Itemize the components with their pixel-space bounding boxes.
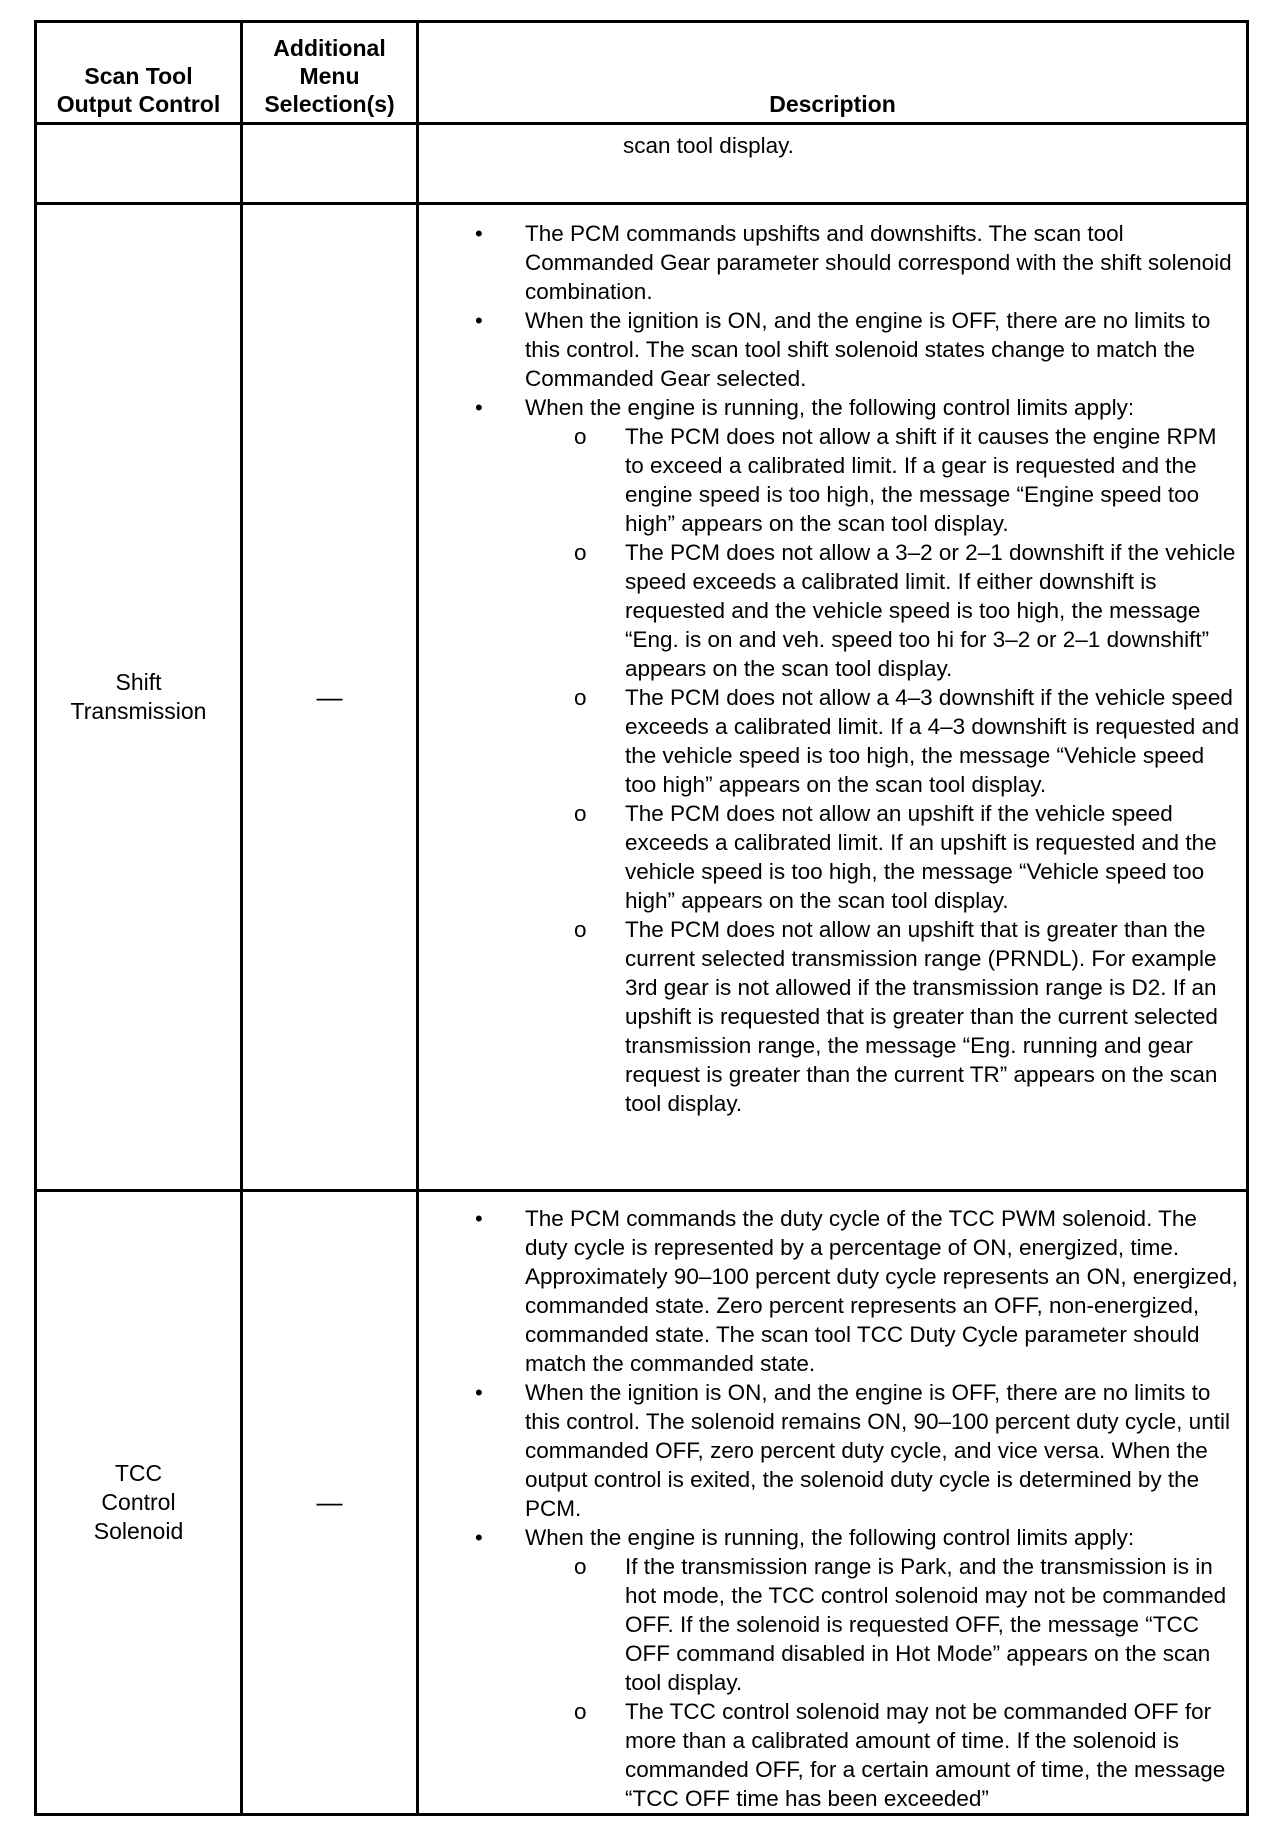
sub-bullet-text: The PCM does not allow a shift if it causes the engine RPM to exceed a calibrated limit. If a gear is requested and the engine speed is too high, the message “Engine speed too high” appears on the scan tool display.: [625, 424, 1217, 536]
bullet-item: [419, 1378, 1240, 1523]
bullet-item: [419, 1204, 1240, 1378]
sub-bullet-icon: o: [574, 424, 587, 449]
table-row: [36, 204, 1248, 1191]
sub-bullet-text: The PCM does not allow an upshift that is greater than the current selected transmission range (PRNDL). For example 3rd gear is not allowed if the transmission range is D2. If an upshift is requested that is greater than the current selected transmission range, the message “Eng. running and gear request is greater than the current TR” appears on the scan tool display.: [625, 917, 1218, 1116]
continued-description-text: scan tool display.: [623, 133, 794, 158]
bullet-text: The PCM commands the duty cycle of the TCC PWM solenoid. The duty cycle is represented by a percentage of ON, energized, time. Approximately 90–100 percent duty cycle represents an ON, energized, commanded state. Zero percent represents an OFF, non-energized, commanded state. The scan tool TCC Duty Cycle parameter should match the commanded state.: [525, 1206, 1238, 1376]
sub-bullet-item: [525, 683, 1240, 799]
sub-bullet-item: [525, 799, 1240, 915]
bullet-item: [419, 1523, 1240, 1813]
control-name-cell: Shift Transmission: [36, 204, 242, 1191]
table-header-row: [36, 22, 1248, 124]
sub-bullet-icon: o: [574, 1554, 587, 1579]
bullet-text: When the engine is running, the following control limits apply:: [525, 1525, 1135, 1550]
sub-bullet-item: [525, 422, 1240, 538]
sub-bullet-icon: o: [574, 540, 587, 565]
sub-bullet-text: The PCM does not allow an upshift if the vehicle speed exceeds a calibrated limit. If an upshift is requested and the vehicle speed is too high, the message “Vehicle speed too high” appears on the scan tool display.: [625, 801, 1217, 913]
bullet-item: [419, 393, 1240, 1118]
bullet-item: [419, 306, 1240, 393]
description-cell: [418, 1191, 1248, 1815]
bullet-icon: •: [475, 308, 483, 333]
bullet-icon: •: [475, 221, 483, 246]
description-bullet-list: [419, 1192, 1246, 1813]
continued-menu-cell: [242, 124, 418, 204]
sub-bullet-item: [525, 538, 1240, 683]
sub-bullet-list: [525, 1552, 1240, 1813]
description-bullet-list: [419, 205, 1246, 1118]
header-description: Description: [418, 22, 1248, 124]
menu-selection-cell: —: [242, 204, 418, 1191]
menu-selection-cell: —: [242, 1191, 418, 1815]
bullet-text: When the ignition is ON, and the engine is OFF, there are no limits to this control. The solenoid remains ON, 90–100 percent duty cycle, until commanded OFF, zero percent duty cycle, and vice versa. When the output control is exited, the solenoid duty cycle is determined by the PCM.: [525, 1380, 1230, 1521]
sub-bullet-text: If the transmission range is Park, and the transmission is in hot mode, the TCC control solenoid may not be commanded OFF. If the solenoid is requested OFF, the message “TCC OFF command disabled in Hot Mode” appears on the scan tool display.: [625, 1554, 1227, 1695]
sub-bullet-icon: o: [574, 685, 587, 710]
bullet-text: When the ignition is ON, and the engine is OFF, there are no limits to this control. The scan tool shift solenoid states change to match the Commanded Gear selected.: [525, 308, 1211, 391]
sub-bullet-item: [525, 1552, 1240, 1697]
table-row: [36, 1191, 1248, 1815]
control-name-cell: TCC Control Solenoid: [36, 1191, 242, 1815]
sub-bullet-item: [525, 1697, 1240, 1813]
bullet-text: The PCM commands upshifts and downshifts. The scan tool Commanded Gear parameter should correspond with the shift solenoid combination.: [525, 221, 1232, 304]
scan-tool-output-control-table: [34, 20, 1249, 1816]
sub-bullet-icon: o: [574, 801, 587, 826]
continued-description-cell: [418, 124, 1248, 204]
bullet-icon: •: [475, 1380, 483, 1405]
bullet-icon: •: [475, 1525, 483, 1550]
continued-row: [36, 124, 1248, 204]
sub-bullet-text: The TCC control solenoid may not be commanded OFF for more than a calibrated amount of time. If the solenoid is commanded OFF, for a certain amount of time, the message “TCC OFF time has been exceeded”: [625, 1699, 1226, 1811]
sub-bullet-list: [525, 422, 1240, 1118]
bullet-item: [419, 219, 1240, 306]
sub-bullet-icon: o: [574, 1699, 587, 1724]
header-scan-tool-output-control: Scan Tool Output Control: [36, 22, 242, 124]
description-cell: [418, 204, 1248, 1191]
sub-bullet-item: [525, 915, 1240, 1118]
sub-bullet-text: The PCM does not allow a 3–2 or 2–1 downshift if the vehicle speed exceeds a calibrated limit. If either downshift is requested and the vehicle speed is too high, the message “Eng. is on and veh. speed too hi for 3–2 or 2–1 downshift” appears on the scan tool display.: [625, 540, 1236, 681]
bullet-icon: •: [475, 395, 483, 420]
header-additional-menu-selections: Additional Menu Selection(s): [242, 22, 418, 124]
sub-bullet-text: The PCM does not allow a 4–3 downshift if the vehicle speed exceeds a calibrated limit. If a 4–3 downshift is requested and the vehicle speed is too high, the message “Vehicle speed too high” appears on the scan tool display.: [625, 685, 1240, 797]
bullet-icon: •: [475, 1206, 483, 1231]
bullet-text: When the engine is running, the following control limits apply:: [525, 395, 1135, 420]
continued-control-cell: [36, 124, 242, 204]
sub-bullet-icon: o: [574, 917, 587, 942]
